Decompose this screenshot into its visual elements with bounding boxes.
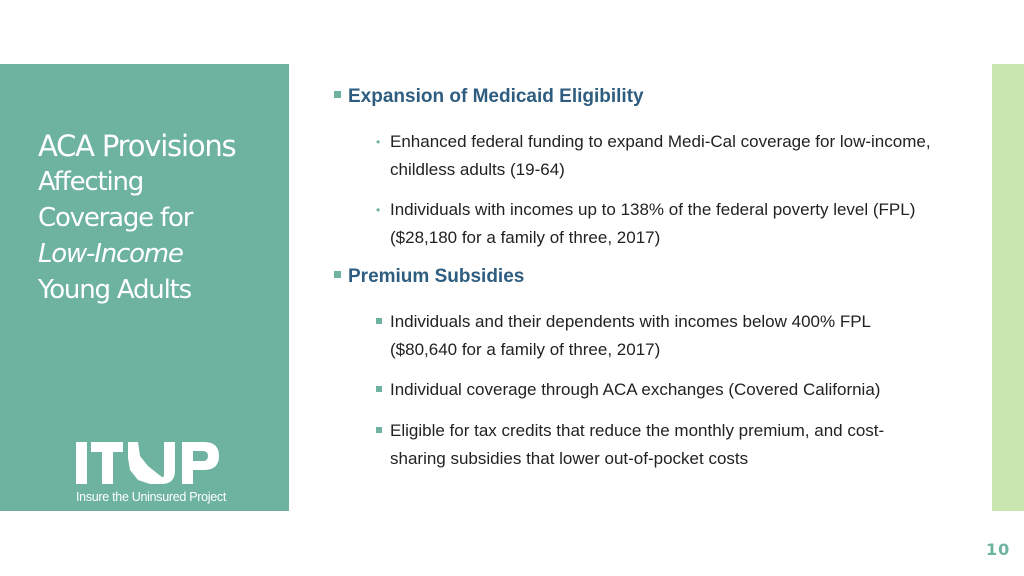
square-bullet-icon — [334, 91, 341, 98]
title-line-4: Low-Income — [38, 239, 183, 269]
slide-title — [38, 128, 278, 308]
title-line-5: Young Adults — [38, 275, 191, 305]
title-line-3: Coverage for — [38, 203, 193, 233]
item-text: Individuals with incomes up to 138% of the federal poverty level (FPL) ($28,180 for a family of three, 2017) — [390, 200, 916, 247]
item-text: Individual coverage through ACA exchanges (Covered California) — [390, 380, 881, 399]
list-item — [376, 128, 936, 184]
item-text: Eligible for tax credits that reduce the monthly premium, and cost-sharing subsidies that lower out-of-pocket costs — [390, 421, 885, 468]
title-line-2: Affecting — [38, 167, 144, 197]
square-bullet-icon — [376, 427, 382, 433]
logo-tagline: Insure the Uninsured Project — [76, 490, 227, 504]
section-heading-subsidies — [334, 266, 524, 288]
heading-text: Premium Subsidies — [348, 266, 525, 287]
list-item — [376, 308, 936, 364]
heading-text: Expansion of Medicaid Eligibility — [348, 86, 644, 107]
list-item — [376, 196, 936, 252]
square-bullet-icon — [376, 318, 382, 324]
accent-bar — [992, 64, 1024, 511]
square-bullet-icon — [334, 271, 341, 278]
list-item — [376, 376, 936, 404]
title-line-1: ACA Provisions — [38, 129, 236, 163]
item-text: Individuals and their dependents with incomes below 400% FPL ($80,640 for a family of three, 2017) — [390, 312, 871, 359]
list-item — [376, 417, 936, 473]
item-text: Enhanced federal funding to expand Medi-Cal coverage for low-income, childless adults (19-64) — [390, 132, 931, 179]
dot-bullet-icon: • — [376, 135, 381, 149]
dot-bullet-icon: • — [376, 203, 381, 217]
section-heading-medicaid — [334, 86, 644, 108]
square-bullet-icon — [376, 386, 382, 392]
page-number: 10 — [986, 540, 1011, 559]
